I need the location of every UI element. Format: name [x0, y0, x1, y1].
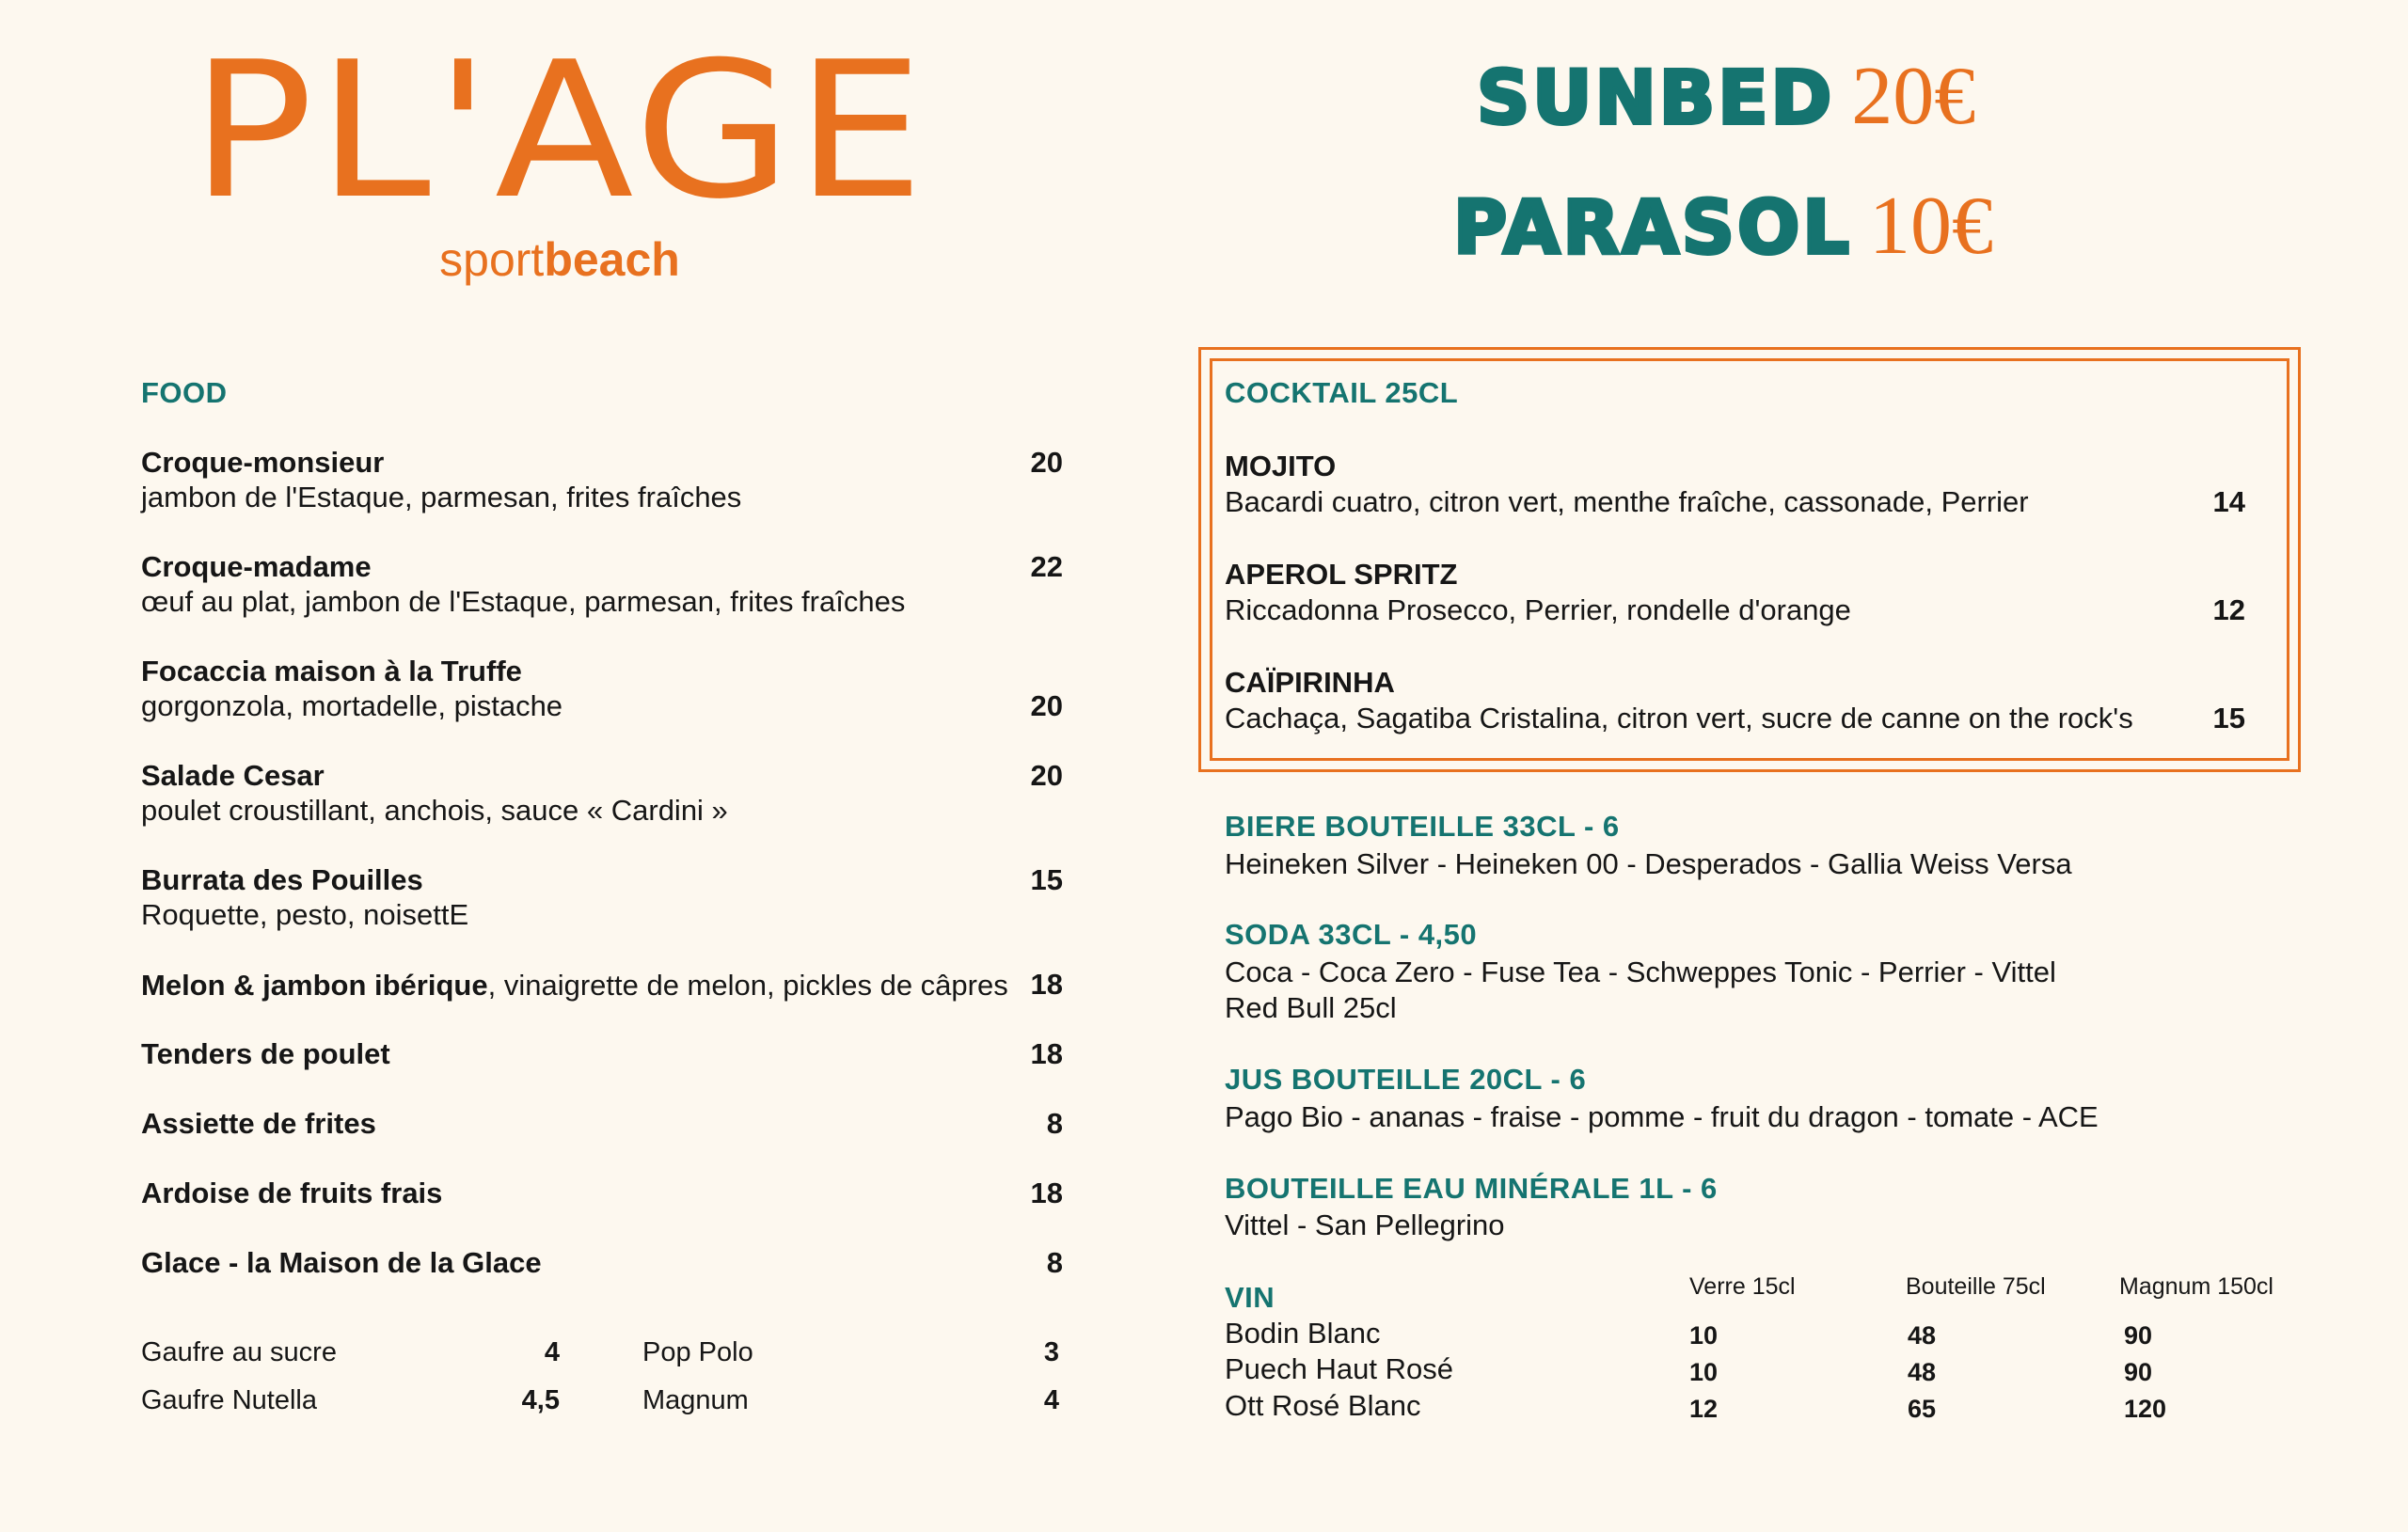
food-item-desc: œuf au plat, jambon de l'Estaque, parmesan, frites fraîches	[141, 585, 906, 618]
food-item	[141, 968, 1063, 1003]
food-item-name: Focaccia maison à la Truffe	[141, 655, 522, 687]
food-item	[141, 655, 1063, 723]
food-item-name: Glace - la Maison de la Glace	[141, 1246, 542, 1279]
water-title: BOUTEILLE EAU MINÉRALE 1L - 6	[1225, 1172, 1718, 1205]
cocktail-price: 14	[2212, 485, 2245, 518]
snack-price: 4	[1043, 1385, 1059, 1415]
food-item-name: Assiette de frites	[141, 1107, 376, 1140]
food-item-price: 15	[1030, 863, 1063, 896]
snack-name: Gaufre Nutella	[141, 1385, 317, 1415]
logo-sub-bold: beach	[544, 233, 680, 286]
food-item-name: Burrata des Pouilles	[141, 863, 423, 896]
parasol-price: 10€	[1869, 181, 1993, 272]
wine-value: 48	[1908, 1321, 1937, 1350]
parasol-rate	[1453, 179, 1993, 274]
food-item-price: 18	[1030, 968, 1063, 1001]
wine-name: Puech Haut Rosé	[1225, 1352, 1453, 1385]
cocktail-price: 15	[2212, 702, 2245, 734]
soda-title: SODA 33CL - 4,50	[1225, 918, 1478, 951]
cocktail-price: 12	[2212, 593, 2245, 626]
food-item	[141, 759, 1063, 828]
food-item-name: Tenders de poulet	[141, 1037, 390, 1070]
food-item	[141, 446, 1063, 514]
food-item-name: Croque-madame	[141, 550, 372, 583]
wine-value: 10	[1689, 1358, 1719, 1386]
snack-price: 4,5	[521, 1385, 560, 1415]
cocktail-desc: Cachaça, Sagatiba Cristalina, citron vert, sucre de canne on the rock's	[1225, 702, 2133, 734]
snack-price: 3	[1043, 1337, 1059, 1367]
food-item	[141, 1246, 1063, 1280]
food-item-price: 18	[1030, 1177, 1063, 1209]
food-item-price: 20	[1030, 446, 1063, 479]
food-item	[141, 1107, 1063, 1141]
cocktail-name: APEROL SPRITZ	[1225, 558, 1458, 591]
logo-sub-light: sport	[439, 233, 545, 286]
food-item-name: Ardoise de fruits frais	[141, 1177, 443, 1209]
food-item-name: Croque-monsieur	[141, 446, 385, 479]
food-item-desc: jambon de l'Estaque, parmesan, frites fraîches	[141, 481, 742, 513]
beer-list: Heineken Silver - Heineken 00 - Desperados - Gallia Weiss Versa	[1225, 847, 2072, 880]
food-item	[141, 550, 1063, 619]
juice-list: Pago Bio - ananas - fraise - pomme - fruit du dragon - tomate - ACE	[1225, 1100, 2099, 1133]
wine-value: 10	[1689, 1321, 1719, 1350]
snack-price: 4	[544, 1337, 560, 1367]
food-item	[141, 863, 1063, 932]
food-item-price: 18	[1030, 1037, 1063, 1070]
wine-col-header: Verre 15cl	[1689, 1273, 1796, 1300]
water-list: Vittel - San Pellegrino	[1225, 1208, 1505, 1241]
food-item-desc: poulet croustillant, anchois, sauce « Cardini »	[141, 794, 728, 827]
food-item-desc: Roquette, pesto, noisettE	[141, 898, 469, 931]
soda-list: Coca - Coca Zero - Fuse Tea - Schweppes Tonic - Perrier - Vittel	[1225, 956, 2056, 988]
food-item-price: 8	[1046, 1107, 1063, 1140]
snack-name: Pop Polo	[642, 1337, 753, 1367]
wine-value: 90	[2124, 1321, 2153, 1350]
food-title: FOOD	[141, 376, 228, 409]
wine-col-header: Bouteille 75cl	[1906, 1273, 2046, 1300]
logo	[191, 22, 928, 286]
snack-name: Gaufre au sucre	[141, 1337, 337, 1367]
cocktail-title: COCKTAIL 25CL	[1225, 376, 1459, 409]
wine-name: Bodin Blanc	[1225, 1317, 1381, 1350]
wine-name: Ott Rosé Blanc	[1225, 1389, 1421, 1422]
wine-value: 90	[2124, 1358, 2153, 1386]
food-item-line	[141, 968, 1063, 1003]
food-item-desc: , vinaigrette de melon, pickles de câpres	[487, 969, 1008, 1002]
beer-title: BIERE BOUTEILLE 33CL - 6	[1225, 810, 1620, 843]
food-item-price: 20	[1030, 689, 1063, 722]
food-item	[141, 1177, 1063, 1210]
logo-sub	[193, 233, 927, 286]
wine-value: 12	[1689, 1395, 1719, 1423]
cocktail-name: CAÏPIRINHA	[1225, 666, 1395, 699]
parasol-label: PARASOL	[1453, 186, 1852, 271]
food-item-price: 20	[1030, 759, 1063, 792]
wine-col-header: Magnum 150cl	[2119, 1273, 2273, 1300]
wine-title: VIN	[1225, 1281, 1275, 1314]
wine-value: 65	[1908, 1395, 1937, 1423]
food-item-price: 8	[1046, 1246, 1063, 1279]
sunbed-label: SUNBED	[1477, 56, 1835, 141]
cocktail-name: MOJITO	[1225, 450, 1337, 482]
juice-title: JUS BOUTEILLE 20CL - 6	[1225, 1063, 1587, 1096]
wine-value: 48	[1908, 1358, 1937, 1386]
soda-list-extra: Red Bull 25cl	[1225, 991, 1397, 1024]
food-item-price: 22	[1030, 550, 1063, 583]
snack-name: Magnum	[642, 1385, 749, 1415]
sunbed-rate	[1477, 49, 1975, 144]
cocktail-desc: Riccadonna Prosecco, Perrier, rondelle d'orange	[1225, 593, 1851, 626]
food-item-name: Melon & jambon ibérique	[141, 969, 488, 1002]
food-item	[141, 1037, 1063, 1071]
food-item-desc: gorgonzola, mortadelle, pistache	[141, 689, 563, 722]
logo-main: PL'AGE	[191, 22, 928, 241]
wine-value: 120	[2124, 1395, 2167, 1423]
cocktail-desc: Bacardi cuatro, citron vert, menthe fraîche, cassonade, Perrier	[1225, 485, 2029, 518]
sunbed-price: 20€	[1851, 51, 1976, 142]
food-item-name: Salade Cesar	[141, 759, 325, 792]
